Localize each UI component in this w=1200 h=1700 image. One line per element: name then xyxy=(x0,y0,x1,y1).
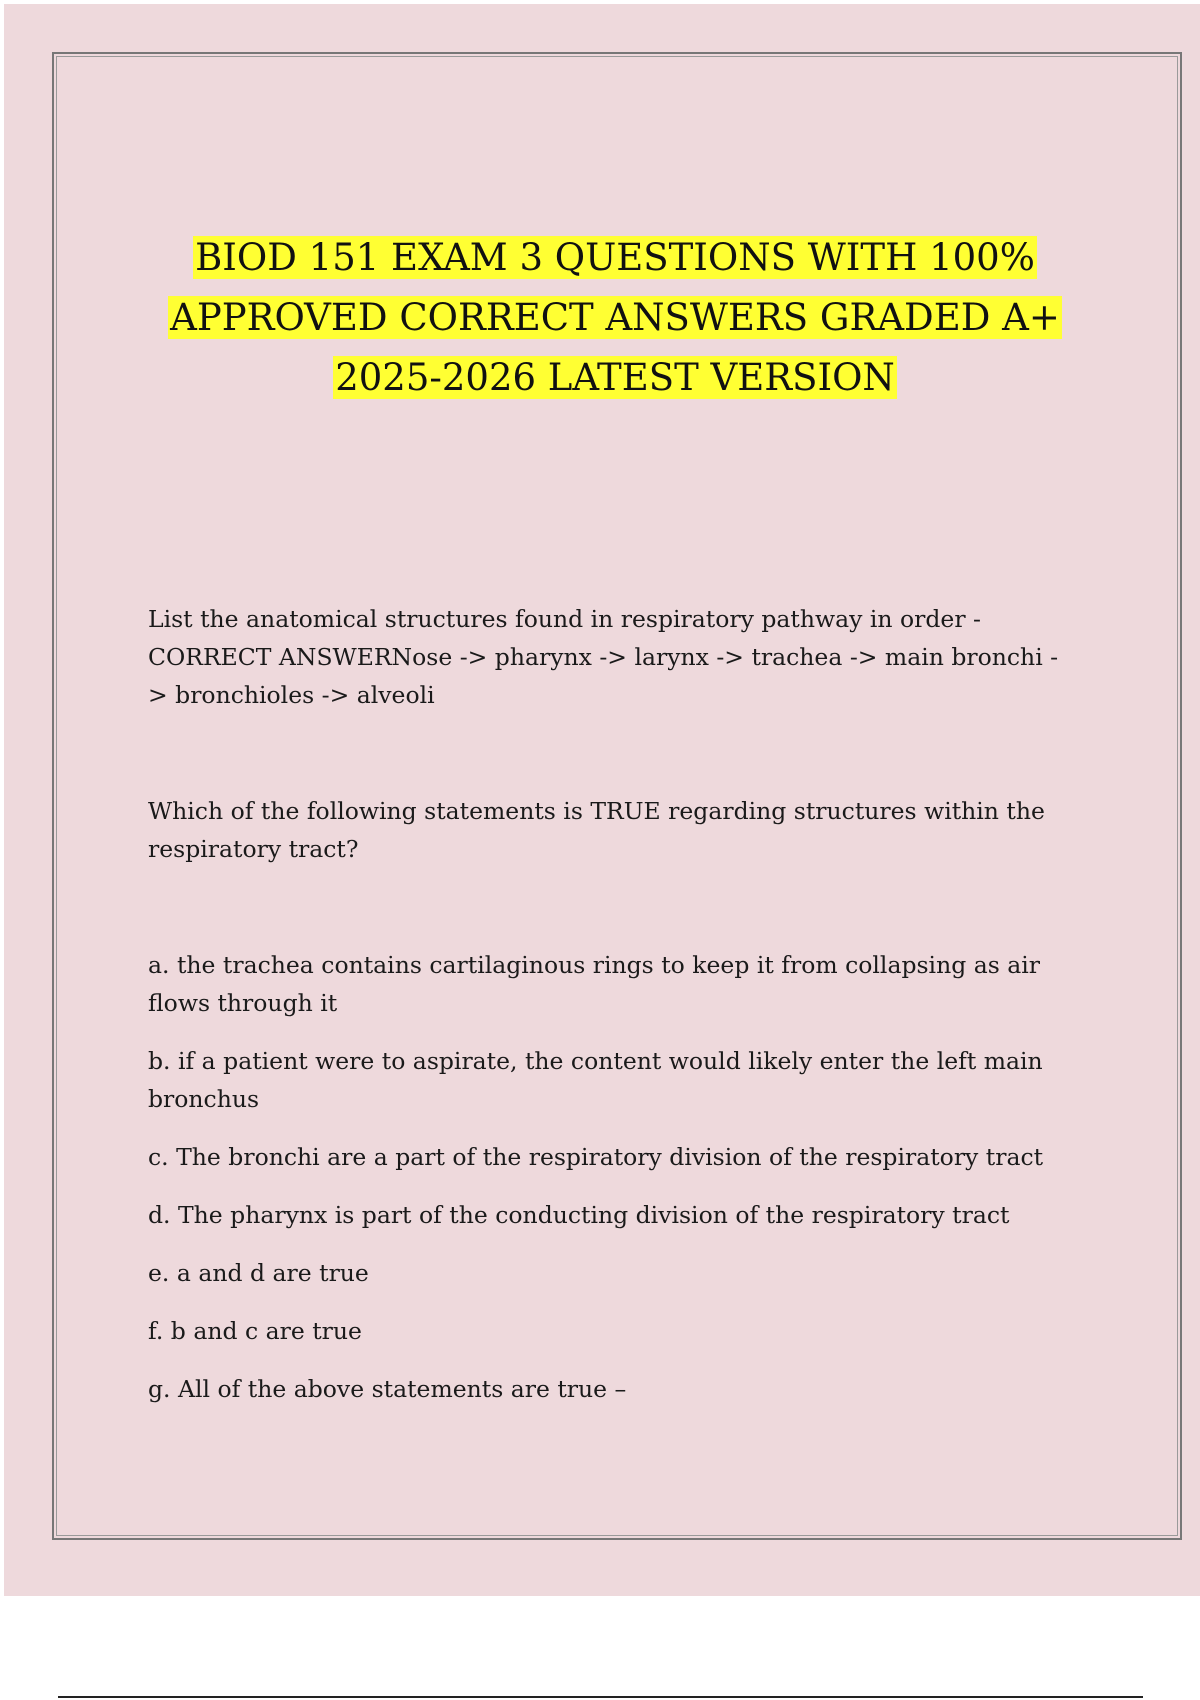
title-line-2: APPROVED CORRECT ANSWERS GRADED A+ xyxy=(170,296,1060,339)
option-d: d. The pharynx is part of the conducting division of the respiratory tract xyxy=(148,1201,1010,1229)
question-2-text: Which of the following statements is TRUE regarding structures within the respiratory tract? xyxy=(148,797,1045,863)
option-b: b. if a patient were to aspirate, the content would likely enter the left main bronchus xyxy=(148,1047,1043,1113)
option-e: e. a and d are true xyxy=(148,1259,369,1287)
document-body xyxy=(148,600,1068,1428)
option-f: f. b and c are true xyxy=(148,1317,362,1345)
bottom-divider xyxy=(58,1696,1143,1698)
question-1-text: List the anatomical structures found in respiratory pathway in order - CORRECT ANSWERNose -> pharynx -> larynx -> trachea -> main bronchi -> bronchioles -> alveoli xyxy=(148,605,1059,709)
option-c: c. The bronchi are a part of the respiratory division of the respiratory tract xyxy=(148,1143,1044,1171)
document-title xyxy=(120,228,1110,408)
option-g: g. All of the above statements are true – xyxy=(148,1375,627,1403)
title-line-1: BIOD 151 EXAM 3 QUESTIONS WITH 100% xyxy=(195,236,1035,279)
option-a: a. the trachea contains cartilaginous rings to keep it from collapsing as air flows through it xyxy=(148,951,1041,1017)
title-line-3: 2025-2026 LATEST VERSION xyxy=(335,356,895,399)
